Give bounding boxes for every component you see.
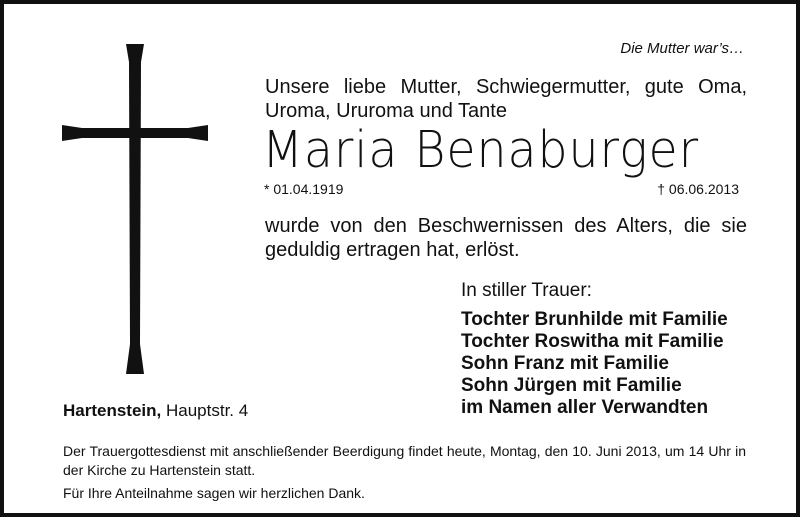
message-text: wurde von den Beschwernissen des Alters, die sie geduldig ertragen hat, erlöst. [265, 215, 747, 261]
deceased-name: Maria Benaburger [262, 121, 700, 180]
birth-date: * 01.04.1919 [264, 181, 344, 197]
mourner-item: Sohn Jürgen mit Familie [461, 375, 682, 396]
motto: Die Mutter war’s… [620, 40, 744, 57]
mourner-item: Tochter Brunhilde mit Familie [461, 309, 728, 330]
address [63, 401, 248, 421]
cross-icon [62, 44, 208, 374]
mourning-heading: In stiller Trauer: [461, 280, 592, 301]
thanks-text: Für Ihre Anteilnahme sagen wir herzlichen Dank. [63, 485, 365, 501]
service-info: Der Trauergottesdienst mit anschließender Beerdigung findet heute, Montag, den 10. Juni 2013, um 14 Uhr in der Kirche zu Hartenstein statt. [63, 443, 746, 478]
mourners-list [461, 309, 728, 419]
intro-text: Unsere liebe Mutter, Schwiegermutter, gute Oma, Uroma, Ururoma und Tante [265, 76, 747, 122]
death-date: † 06.06.2013 [657, 181, 739, 197]
mourner-item: im Namen aller Verwandten [461, 397, 709, 418]
mourner-item: Tochter Roswitha mit Familie [461, 331, 724, 352]
mourner-item: Sohn Franz mit Familie [461, 353, 669, 374]
address-street: Hauptstr. 4 [165, 401, 249, 420]
address-town: Hartenstein, [63, 401, 162, 420]
